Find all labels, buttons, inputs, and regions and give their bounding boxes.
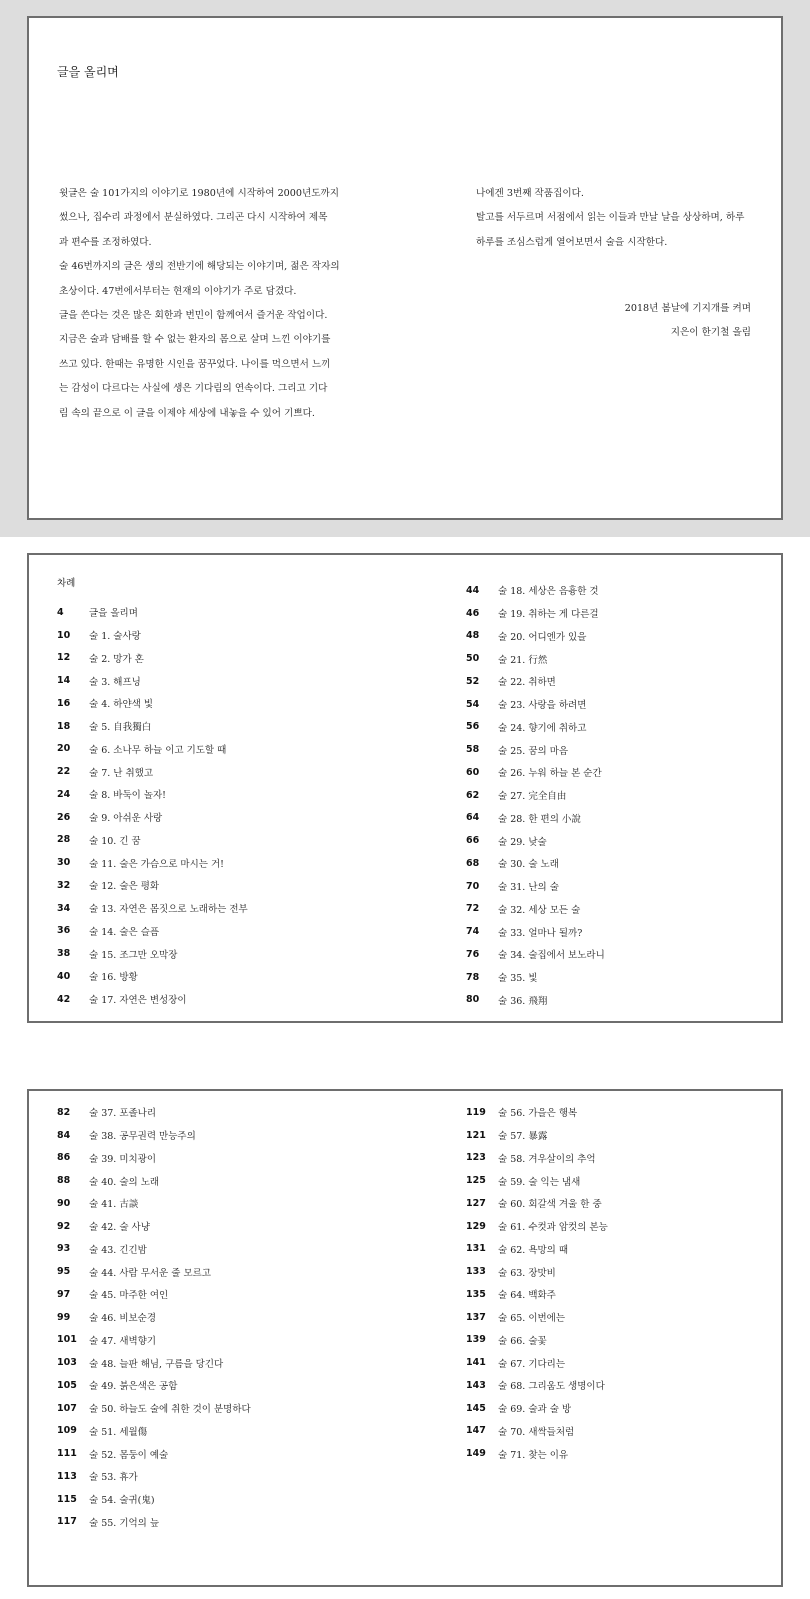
toc-entry-title: 술 4. 하얀색 빛 bbox=[89, 699, 154, 711]
toc-entry-title: 술 68. 그리움도 생명이다 bbox=[498, 1381, 605, 1393]
toc-entry-title: 술 52. 몸둥이 예술 bbox=[89, 1449, 169, 1461]
toc-entry-title: 술 55. 기억의 늪 bbox=[89, 1517, 160, 1529]
preface-line: 지금은 술과 담배를 할 수 없는 환자의 몸으로 살며 느낀 이야기를 bbox=[59, 334, 331, 346]
toc-entry-title: 술 23. 사랑을 하려면 bbox=[498, 700, 587, 712]
toc-entry bbox=[57, 829, 248, 852]
toc-entry-title: 술 51. 세월傷 bbox=[89, 1426, 148, 1438]
toc-entry bbox=[57, 1260, 251, 1283]
toc-entry bbox=[466, 716, 605, 739]
toc-entry bbox=[57, 806, 248, 829]
toc-entry-title: 술 47. 새벽향기 bbox=[89, 1335, 157, 1347]
toc-entry bbox=[57, 1192, 251, 1215]
toc-entry-title: 술 8. 바둑이 놀자! bbox=[89, 790, 167, 802]
toc-entry bbox=[466, 738, 605, 761]
preface-sign-author: 지은이 한기철 올림 bbox=[670, 327, 751, 338]
toc-entry bbox=[57, 1283, 251, 1306]
toc-entry-title: 술 69. 술과 술 방 bbox=[498, 1404, 572, 1416]
toc-entry-title: 술 40. 술의 노래 bbox=[89, 1176, 160, 1188]
preface-heading: 글을 올리며 bbox=[57, 65, 119, 79]
toc-entry bbox=[466, 1397, 608, 1420]
preface-line: 썼으나, 집수리 과정에서 분실하였다. 그리곤 다시 시작하여 제목 bbox=[59, 212, 328, 224]
toc-entry-title: 술 48. 늘판 해님, 구름을 당긴다 bbox=[89, 1358, 224, 1370]
toc-column-right bbox=[466, 1101, 608, 1465]
toc-entry bbox=[57, 1420, 251, 1443]
toc-entry-title: 술 5. 自我獨白 bbox=[89, 722, 152, 734]
toc-entry-title: 술 21. 行然 bbox=[498, 654, 548, 666]
toc-entry-title: 술 66. 술꽃 bbox=[498, 1335, 547, 1347]
toc-page-number: 26 bbox=[57, 811, 71, 823]
preface-line: 술 46번까지의 글은 생의 전반기에 해당되는 이야기며, 젊은 작자의 bbox=[59, 261, 340, 273]
toc-entry bbox=[57, 1124, 251, 1147]
toc-page-number: 74 bbox=[466, 926, 480, 938]
toc-page-number: 56 bbox=[466, 721, 480, 733]
toc-page-number: 141 bbox=[466, 1357, 486, 1369]
toc-entry-title: 술 10. 긴 꿈 bbox=[89, 835, 141, 847]
toc-page-number: 46 bbox=[466, 607, 480, 619]
toc-column-right bbox=[466, 579, 605, 1011]
toc-page-number: 127 bbox=[466, 1197, 486, 1209]
toc-page-number: 101 bbox=[57, 1334, 77, 1346]
toc-page-number: 36 bbox=[57, 925, 71, 937]
toc-page-number: 125 bbox=[466, 1175, 486, 1187]
toc-entry bbox=[57, 988, 248, 1011]
toc-entry bbox=[466, 647, 605, 670]
toc-page-2 bbox=[27, 1089, 783, 1587]
toc-page-number: 143 bbox=[466, 1379, 486, 1391]
toc-page-number: 111 bbox=[57, 1448, 77, 1460]
toc-page-number: 62 bbox=[466, 789, 480, 801]
toc-entry bbox=[466, 1420, 608, 1443]
toc-entry-title: 술 17. 자연은 변성장이 bbox=[89, 995, 187, 1007]
toc-entry bbox=[466, 1147, 608, 1170]
toc-entry-title: 술 37. 포졸나리 bbox=[89, 1108, 157, 1120]
toc-page-number: 147 bbox=[466, 1425, 486, 1437]
toc-entry bbox=[57, 692, 248, 715]
toc-entry bbox=[57, 624, 248, 647]
toc-page-number: 139 bbox=[466, 1334, 486, 1346]
toc-entry bbox=[57, 897, 248, 920]
toc-page-number: 149 bbox=[466, 1448, 486, 1460]
toc-entry bbox=[57, 1465, 251, 1488]
preface-line: 쓰고 있다. 한때는 유명한 시인을 꿈꾸었다. 나이를 먹으면서 느끼 bbox=[59, 358, 331, 370]
toc-entry bbox=[466, 1192, 608, 1215]
toc-entry bbox=[57, 1147, 251, 1170]
preface-line: 과 편수를 조정하였다. bbox=[59, 236, 152, 248]
preface-right-text bbox=[476, 182, 766, 255]
toc-entry-title: 술 60. 회갈색 겨울 한 중 bbox=[498, 1199, 602, 1211]
toc-entry-title: 술 7. 난 취했고 bbox=[89, 767, 154, 779]
toc-entry-title: 술 58. 겨우살이의 추억 bbox=[498, 1153, 596, 1165]
toc-page-number: 135 bbox=[466, 1288, 486, 1300]
toc-page-number: 78 bbox=[466, 971, 480, 983]
toc-entry bbox=[466, 1238, 608, 1261]
toc-entry-title: 술 30. 술 노래 bbox=[498, 859, 559, 871]
toc-entry-title: 술 42. 술 사냥 bbox=[89, 1222, 150, 1234]
toc-entry-title: 술 54. 술귀(鬼) bbox=[89, 1495, 155, 1507]
toc-entry-title: 술 41. 古談 bbox=[89, 1199, 139, 1211]
toc-page-number: 107 bbox=[57, 1402, 77, 1414]
toc-entry bbox=[466, 829, 605, 852]
toc-entry bbox=[466, 966, 605, 989]
toc-entry bbox=[57, 1442, 251, 1465]
toc-page-number: 117 bbox=[57, 1516, 77, 1528]
toc-entry bbox=[466, 1169, 608, 1192]
toc-page-number: 68 bbox=[466, 857, 480, 869]
toc-entry bbox=[57, 1101, 251, 1124]
toc-page-number: 133 bbox=[466, 1266, 486, 1278]
toc-entry bbox=[57, 783, 248, 806]
preface-line: 윗글은 술 101가지의 이야기로 1980년에 시작하여 2000년도까지 bbox=[59, 188, 340, 199]
preface-line: 나에겐 3번째 작품집이다. bbox=[476, 188, 584, 199]
toc-entry bbox=[57, 1306, 251, 1329]
toc-page-number: 50 bbox=[466, 653, 480, 665]
toc-entry-title: 술 22. 취하면 bbox=[498, 677, 556, 689]
toc-page-number: 32 bbox=[57, 879, 71, 891]
toc-entry bbox=[466, 579, 605, 602]
toc-entry-title: 술 24. 향기에 취하고 bbox=[498, 722, 587, 734]
toc-entry bbox=[466, 1260, 608, 1283]
toc-entry-title: 술 50. 하늘도 술에 취한 것이 분명하다 bbox=[89, 1404, 251, 1416]
toc-entry-title: 술 15. 조그만 오막장 bbox=[89, 949, 178, 961]
toc-entry-title: 술 18. 세상은 음흉한 것 bbox=[498, 586, 599, 598]
toc-page-number: 82 bbox=[57, 1106, 71, 1118]
toc-entry bbox=[466, 693, 605, 716]
toc-page-number: 72 bbox=[466, 903, 480, 915]
toc-page-number: 58 bbox=[466, 744, 480, 756]
preface-line: 초상이다. 47번에서부터는 현재의 이야기가 주로 담겼다. bbox=[59, 285, 297, 297]
toc-entry bbox=[466, 784, 605, 807]
toc-page-number: 10 bbox=[57, 629, 71, 641]
toc-entry-title: 술 6. 소나무 하늘 이고 기도할 때 bbox=[89, 744, 227, 756]
toc-entry bbox=[57, 715, 248, 738]
toc-page-number: 24 bbox=[57, 788, 71, 800]
toc-entry-title: 술 33. 얼마나 될까? bbox=[498, 927, 583, 939]
toc-page-number: 93 bbox=[57, 1243, 71, 1255]
toc-entry bbox=[466, 989, 605, 1012]
toc-entry bbox=[57, 942, 248, 965]
toc-entry-title: 술 63. 장맛비 bbox=[498, 1267, 556, 1279]
toc-entry-title: 술 57. 暴露 bbox=[498, 1131, 548, 1143]
toc-entry-title: 술 1. 술사랑 bbox=[89, 631, 141, 643]
toc-page-number: 121 bbox=[466, 1129, 486, 1141]
toc-page-number: 86 bbox=[57, 1152, 71, 1164]
toc-page-number: 42 bbox=[57, 993, 71, 1005]
toc-entry-title: 술 20. 어디엔가 있을 bbox=[498, 631, 587, 643]
toc-page-number: 66 bbox=[466, 835, 480, 847]
toc-page-number: 54 bbox=[466, 698, 480, 710]
toc-page-number: 113 bbox=[57, 1470, 77, 1482]
toc-entry bbox=[57, 647, 248, 670]
toc-heading: 차례 bbox=[57, 578, 76, 589]
toc-page-number: 115 bbox=[57, 1493, 77, 1505]
toc-page-number: 88 bbox=[57, 1175, 71, 1187]
toc-page-number: 129 bbox=[466, 1220, 486, 1232]
toc-page-number: 52 bbox=[466, 675, 480, 687]
toc-entry-title: 술 61. 수컷과 암컷의 본능 bbox=[498, 1222, 608, 1234]
toc-page-number: 14 bbox=[57, 675, 71, 687]
toc-entry-title: 술 56. 가을은 행복 bbox=[498, 1108, 578, 1120]
toc-entry-title: 술 13. 자연은 몸짓으로 노래하는 전부 bbox=[89, 904, 248, 916]
toc-entry-title: 술 19. 취하는 게 다른걸 bbox=[498, 609, 599, 621]
toc-entry bbox=[57, 920, 248, 943]
toc-page-number: 84 bbox=[57, 1129, 71, 1141]
toc-column-left bbox=[57, 1101, 251, 1533]
toc-entry bbox=[57, 1215, 251, 1238]
toc-page-number: 30 bbox=[57, 857, 71, 869]
toc-entry bbox=[466, 1442, 608, 1465]
toc-entry-title: 술 49. 붉은색은 공함 bbox=[89, 1381, 178, 1393]
toc-entry bbox=[466, 1283, 608, 1306]
toc-entry-title: 술 9. 아쉬운 사랑 bbox=[89, 813, 163, 825]
toc-entry-title: 술 65. 이번에는 bbox=[498, 1313, 566, 1325]
toc-entry bbox=[57, 601, 248, 624]
toc-page-number: 38 bbox=[57, 948, 71, 960]
toc-entry-title: 술 31. 난의 술 bbox=[498, 882, 559, 894]
toc-entry bbox=[466, 1374, 608, 1397]
toc-entry-title: 술 34. 술집에서 보노라니 bbox=[498, 950, 605, 962]
toc-page-number: 12 bbox=[57, 652, 71, 664]
toc-entry bbox=[57, 1238, 251, 1261]
toc-page-1 bbox=[27, 553, 783, 1023]
toc-page-number: 28 bbox=[57, 834, 71, 846]
toc-page-number: 76 bbox=[466, 948, 480, 960]
toc-entry-title: 술 44. 사람 무서운 줄 모르고 bbox=[89, 1267, 211, 1279]
toc-page-number: 95 bbox=[57, 1266, 71, 1278]
toc-entry bbox=[57, 760, 248, 783]
toc-page-number: 80 bbox=[466, 994, 480, 1006]
toc-entry-title: 글을 올리며 bbox=[89, 608, 138, 620]
toc-page-number: 44 bbox=[466, 584, 480, 596]
toc-entry-title: 술 38. 공무권력 만능주의 bbox=[89, 1131, 196, 1143]
toc-page-number: 34 bbox=[57, 902, 71, 914]
toc-page-number: 40 bbox=[57, 970, 71, 982]
toc-page-number: 64 bbox=[466, 812, 480, 824]
toc-entry bbox=[466, 1351, 608, 1374]
toc-entry-title: 술 64. 백화주 bbox=[498, 1290, 556, 1302]
toc-entry bbox=[466, 1329, 608, 1352]
toc-entry bbox=[57, 738, 248, 761]
toc-entry bbox=[466, 1101, 608, 1124]
toc-entry bbox=[466, 1306, 608, 1329]
toc-entry-title: 술 16. 방황 bbox=[89, 972, 138, 984]
toc-entry-title: 술 32. 세상 모든 술 bbox=[498, 904, 581, 916]
toc-entry bbox=[466, 920, 605, 943]
toc-page-number: 103 bbox=[57, 1357, 77, 1369]
toc-page-number: 99 bbox=[57, 1311, 71, 1323]
toc-page-number: 92 bbox=[57, 1220, 71, 1232]
toc-entry bbox=[57, 965, 248, 988]
preface-line: 글을 쓴다는 것은 많은 회한과 번민이 함께여서 즐거운 작업이다. bbox=[59, 310, 328, 322]
toc-entry bbox=[57, 1351, 251, 1374]
toc-entry bbox=[466, 625, 605, 648]
toc-entry bbox=[57, 1374, 251, 1397]
toc-page-number: 60 bbox=[466, 766, 480, 778]
toc-entry-title: 술 46. 비보순경 bbox=[89, 1313, 157, 1325]
toc-entry-title: 술 25. 꿈의 마음 bbox=[498, 745, 569, 757]
toc-entry bbox=[57, 851, 248, 874]
toc-entry bbox=[57, 1329, 251, 1352]
toc-entry-title: 술 26. 누워 하늘 본 순간 bbox=[498, 768, 602, 780]
toc-page-number: 70 bbox=[466, 880, 480, 892]
toc-page-number: 109 bbox=[57, 1425, 77, 1437]
toc-entry bbox=[57, 1397, 251, 1420]
toc-entry bbox=[57, 1511, 251, 1534]
toc-entry-title: 술 53. 휴가 bbox=[89, 1472, 138, 1484]
toc-entry-title: 술 35. 빛 bbox=[498, 973, 538, 985]
toc-entry bbox=[466, 898, 605, 921]
toc-entry bbox=[466, 852, 605, 875]
preface-line: 는 감성이 다르다는 사실에 생은 기다림의 연속이다. 그리고 기다 bbox=[59, 383, 328, 395]
preface-line: 림 속의 끝으로 이 글을 이제야 세상에 내놓을 수 있어 기쁘다. bbox=[59, 407, 315, 419]
toc-page-number: 90 bbox=[57, 1197, 71, 1209]
toc-page-number: 97 bbox=[57, 1288, 71, 1300]
toc-page-number: 123 bbox=[466, 1152, 486, 1164]
toc-entry-title: 술 2. 망가 혼 bbox=[89, 653, 144, 665]
toc-entry-title: 술 11. 술은 가슴으로 마시는 거! bbox=[89, 858, 224, 870]
toc-entry-title: 술 14. 술은 슬픔 bbox=[89, 926, 160, 938]
toc-entry bbox=[466, 1124, 608, 1147]
preface-line: 하루를 조심스럽게 열어보면서 술을 시작한다. bbox=[476, 236, 668, 248]
toc-entry bbox=[466, 807, 605, 830]
toc-entry bbox=[57, 669, 248, 692]
toc-column-left bbox=[57, 601, 248, 1011]
toc-entry-title: 술 12. 술은 평화 bbox=[89, 881, 160, 893]
toc-entry bbox=[466, 1215, 608, 1238]
toc-entry-title: 술 39. 미치광이 bbox=[89, 1153, 157, 1165]
toc-entry bbox=[466, 602, 605, 625]
toc-page-number: 16 bbox=[57, 697, 71, 709]
toc-entry-title: 술 28. 한 편의 小說 bbox=[498, 813, 581, 825]
toc-entry-title: 술 59. 술 익는 냄새 bbox=[498, 1176, 581, 1188]
toc-page-number: 22 bbox=[57, 766, 71, 778]
toc-entry-title: 술 27. 完全自由 bbox=[498, 791, 567, 803]
preface-line: 탈고를 서두르며 서점에서 읽는 이들과 만날 날을 상상하며, 하루 bbox=[476, 212, 745, 224]
toc-entry-title: 술 70. 새싹들처럼 bbox=[498, 1426, 575, 1438]
toc-entry bbox=[57, 1488, 251, 1511]
toc-page-number: 4 bbox=[57, 606, 64, 618]
preface-sign-date: 2018년 봄날에 기지개를 켜며 bbox=[624, 303, 751, 314]
preface-page bbox=[27, 16, 783, 520]
toc-page-number: 119 bbox=[466, 1106, 486, 1118]
toc-entry-title: 술 43. 긴긴밤 bbox=[89, 1244, 147, 1256]
toc-entry-title: 술 45. 마주한 여인 bbox=[89, 1290, 169, 1302]
toc-entry bbox=[57, 1169, 251, 1192]
toc-page-number: 131 bbox=[466, 1243, 486, 1255]
toc-entry-title: 술 71. 찾는 이유 bbox=[498, 1449, 569, 1461]
toc-page-number: 145 bbox=[466, 1402, 486, 1414]
toc-page-number: 20 bbox=[57, 743, 71, 755]
toc-entry bbox=[466, 670, 605, 693]
toc-entry-title: 술 62. 욕망의 때 bbox=[498, 1244, 569, 1256]
toc-entry-title: 술 29. 낮술 bbox=[498, 836, 547, 848]
toc-page-number: 137 bbox=[466, 1311, 486, 1323]
toc-page-number: 105 bbox=[57, 1379, 77, 1391]
toc-page-number: 48 bbox=[466, 630, 480, 642]
toc-entry-title: 술 3. 해프닝 bbox=[89, 676, 141, 688]
toc-page-number: 18 bbox=[57, 720, 71, 732]
preface-left-text bbox=[59, 182, 359, 426]
toc-entry bbox=[466, 943, 605, 966]
toc-entry bbox=[466, 875, 605, 898]
toc-entry-title: 술 67. 기다리는 bbox=[498, 1358, 566, 1370]
toc-entry-title: 술 36. 飛翔 bbox=[498, 995, 548, 1007]
toc-entry bbox=[466, 761, 605, 784]
toc-entry bbox=[57, 874, 248, 897]
